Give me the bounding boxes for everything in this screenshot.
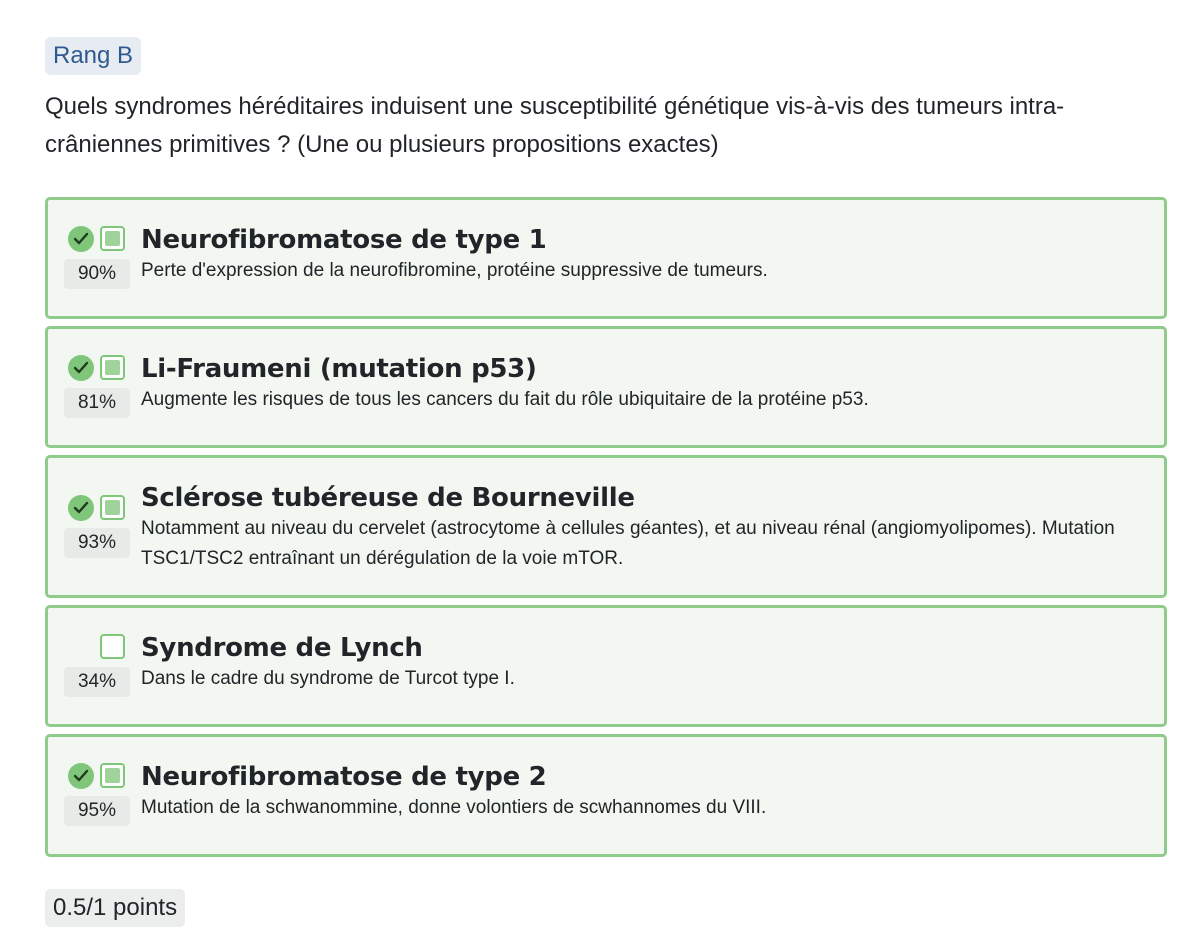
option-title: Syndrome de Lynch (141, 633, 423, 663)
rank-badge: Rang B (45, 37, 141, 75)
option-marks (62, 355, 130, 413)
option-title: Neurofibromatose de type 1 (141, 225, 547, 255)
checkbox-icon[interactable] (100, 355, 125, 380)
option-item[interactable] (45, 197, 1167, 319)
option-title: Sclérose tubéreuse de Bourneville (141, 483, 635, 513)
option-description: Mutation de la schwanommine, donne volontiers de scwhannomes du VIII. (141, 797, 767, 818)
option-description: Notamment au niveau du cervelet (astrocytome à cellules géantes), et au niveau rénal (angiomyolipomes). Mutation TSC1/TSC2 entraînant un dérégulation de la voie mTOR. (141, 518, 1115, 569)
check-circle-icon (68, 355, 94, 381)
option-description: Augmente les risques de tous les cancers du fait du rôle ubiquitaire de la protéine p53. (141, 389, 869, 410)
percent-badge: 95% (64, 796, 130, 826)
option-item[interactable] (45, 455, 1167, 598)
check-circle-icon (68, 226, 94, 252)
percent-badge: 81% (64, 388, 130, 418)
option-title: Li-Fraumeni (mutation p53) (141, 354, 537, 384)
option-item[interactable] (45, 605, 1167, 727)
option-title: Neurofibromatose de type 2 (141, 762, 547, 792)
option-marks (62, 763, 130, 821)
option-marks (62, 495, 130, 553)
option-description: Perte d'expression de la neurofibromine, protéine suppressive de tumeurs. (141, 260, 768, 281)
percent-badge: 93% (64, 528, 130, 558)
option-item[interactable] (45, 326, 1167, 448)
option-marks (62, 634, 130, 692)
checkbox-icon[interactable] (100, 634, 125, 659)
score-badge: 0.5/1 points (45, 889, 185, 927)
option-description: Dans le cadre du syndrome de Turcot type I. (141, 668, 515, 689)
checkbox-icon[interactable] (100, 495, 125, 520)
check-circle-icon (68, 495, 94, 521)
percent-badge: 90% (64, 259, 130, 289)
option-item[interactable] (45, 734, 1167, 857)
option-marks (62, 226, 130, 284)
question-text: Quels syndromes héréditaires induisent une susceptibilité génétique vis-à-vis des tumeurs intra-crâniennes primitives ? (Une ou plusieurs propositions exactes) (45, 93, 1065, 158)
percent-badge: 34% (64, 667, 130, 697)
checkbox-icon[interactable] (100, 763, 125, 788)
checkbox-icon[interactable] (100, 226, 125, 251)
check-circle-icon (68, 763, 94, 789)
